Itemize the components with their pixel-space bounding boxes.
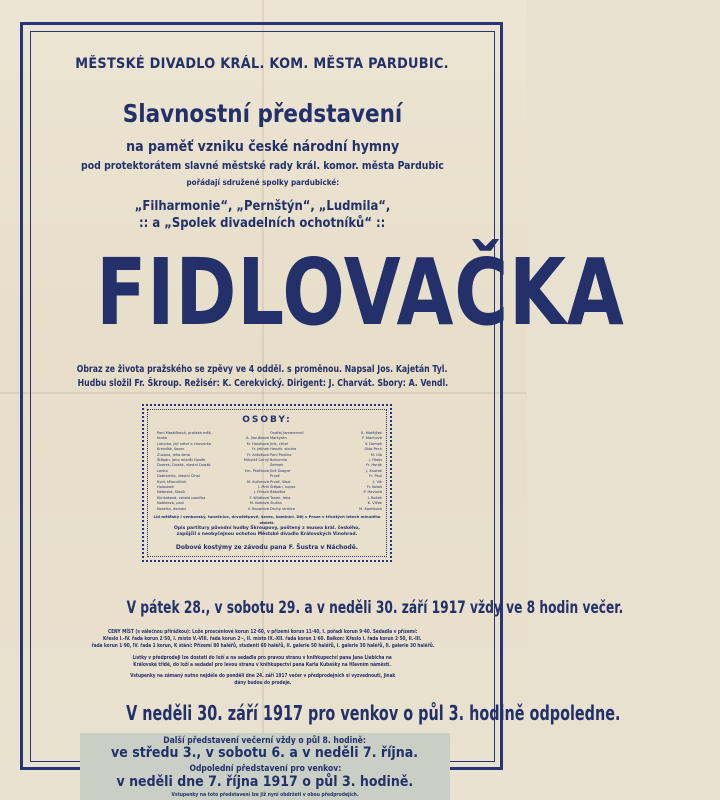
- cast-role: Honzík, slouha: [270, 447, 297, 452]
- tickets-line-2: Královské třídě, do loží a sedadel pro levou stranu v knihkupectví pana Karla Kubešky na Hlavním náměstí.: [133, 662, 392, 668]
- afternoon-performance: V neděli 30. září 1917 pro venkov o půl 3. hodině odpoledne.: [126, 701, 621, 725]
- cast-role: Nobleová, paní: [157, 501, 184, 506]
- cast-role: Šelmek: [270, 463, 284, 468]
- play-description-2: Hudbu složil Fr. Škroup. Režisér: K. Cerekvický. Dirigent: J. Charvát. Sbory: A. Vendl.: [77, 378, 448, 389]
- cast-role: Dobromila, vlastní Číhal: [157, 474, 200, 479]
- cast-role: Markytán: [270, 436, 287, 441]
- cast-role: Služka: [270, 501, 282, 506]
- cast-actor: Fr. Paul: [369, 474, 382, 479]
- cast-role: Zuzana, jeho žena: [157, 452, 190, 457]
- cast-actor: J. Knotek: [366, 468, 382, 473]
- cast-actor: V. Domek: [364, 441, 382, 446]
- prices-line-1: CENY MÍST (s válečnou přirážkou): Lože proscéniové korun 12·60, v přízemí korun 11·40, I. pořadí korun 9·40. Sedadla v přízemí:: [107, 629, 418, 635]
- cast-role: Kronďák, šavec: [157, 447, 185, 452]
- cast-role: Klinkáková, veselá panička: [157, 495, 206, 500]
- cast-role: Štěpán, kupec: [270, 485, 296, 490]
- cast-role: Kozelka, domácí: [157, 506, 187, 511]
- cast-actor: P. Havlová: [363, 490, 382, 495]
- costumes-note: Dobové kostýmy ze závodu pana F. Šustra v Náchodě.: [175, 544, 359, 551]
- strip-line-1: Další představení večerní vždy o půl 8. hodině:: [163, 736, 367, 746]
- cast-actor: M. Holubová: [246, 441, 269, 446]
- cast-actor: J. Vlk: [373, 479, 382, 484]
- cast-actor: Mikuláš Černý: [243, 458, 269, 463]
- play-title: FIDLOVAČKA: [96, 239, 625, 346]
- cast-role: Holoubek: [157, 485, 174, 490]
- cast-role: Prvač, šíbal: [270, 479, 291, 484]
- cast-actor: V. Bavorová: [247, 506, 269, 511]
- cast-actor: F. Machová: [362, 436, 382, 441]
- cast-role: Prvač: [270, 474, 280, 479]
- cast-actor: M. Kučerová: [247, 479, 269, 484]
- cast-role: Bohumila: [270, 458, 287, 463]
- reservations-line-1: Vstupenky na zámaný nutno nejdéle do pondělí dne 24. září 1917 večer v předprodejních si vyzvednouti, jinak: [129, 673, 396, 679]
- cast-role: ťanka: [157, 436, 168, 441]
- reservations-line-2: dány budou do prodeje.: [233, 680, 292, 686]
- cast-role: Lenka: [157, 468, 168, 473]
- cast-role: Kvíd, tělocvičník: [157, 479, 187, 484]
- prices-line-2: Křeslo I.-IV. řada korun 2·50, I. místo V.-VIII. řada korun 2·-, II. místo IX.-XII. řada korun 1·60. Balkon: Křeslo I. řada korun 2·50, II.-III.: [103, 636, 422, 642]
- cast-role: Bábuška: [270, 490, 286, 495]
- cast-actor: Fr. Horák: [366, 463, 382, 468]
- cast-role: Jirík, ctitel: [270, 441, 288, 446]
- strip-line-4: v neděli dne 7. října 1917 o půl 3. hodině.: [116, 774, 414, 790]
- cast-actor: A. Jiroušková: [246, 436, 269, 441]
- cast-actor: Em. Ptačková: [244, 468, 269, 473]
- strip-line-5: Vstupenky na toto představení lze již nyní obdržeti v obou předprodejích.: [171, 792, 359, 798]
- event-subtitle: na paměť vzniku české národní hymny: [125, 139, 400, 155]
- tickets-line-1: Lístky v předprodeji lze dostati do loží a na sedadla pro pravou stranu v knihkupectví pana Jana Liebicha na: [132, 655, 393, 661]
- cast-role: Nebeská, Slavík: [157, 490, 186, 495]
- cast-role: Lidunka, její neteř a chovanka: [157, 441, 212, 446]
- cast-list-right: [270, 431, 382, 512]
- cast-role: Paní Pavlína: [270, 452, 292, 457]
- strip-line-2: ve středu 3., v sobotu 6. a v neděli 7. října.: [111, 745, 419, 761]
- score-note-1: Opis partitury původní hudby Škroupovy, poštený z musea král. českého,: [174, 526, 360, 531]
- cast-extras: Lid měšťský i venkovský, tanečnice, drvoštěpové, šavec, kominíci. Děj v Praze v třicátých letech minulého století.: [153, 514, 381, 525]
- cast-actor: J. Pirkl: [258, 485, 269, 490]
- cast-actor: J. Fritsch: [253, 490, 269, 495]
- cast-actor: M. Korelková: [359, 506, 382, 511]
- cast-actor: Fr. Jelínek: [251, 447, 269, 452]
- patronage-line: pod protektorátem slavné městské rady král. komor. města Pardubic: [81, 159, 444, 172]
- event-title: Slavnostní představení: [122, 99, 403, 128]
- city-theatre-line: MĚSTSKÉ DIVADLO KRÁL. KOM. MĚSTA PARDUBIC.: [75, 56, 450, 72]
- societies-line-2: :: a „Spolek divadelních ochotníků“ ::: [139, 215, 386, 231]
- cast-actor: Fr. Antošová: [247, 452, 269, 457]
- cast-actor: J. Boček: [367, 495, 382, 500]
- cast-actor: Otto Pech: [364, 447, 382, 452]
- prices-line-3: řada korun 1·90, IV. řada 1 korun, K stání: Přízemí 80 haléřů, studenti 60 haléřů, II. galerie 50 haléřů, I. galerie 30 haléřů, II. galerie 30 haléřů.: [91, 643, 434, 649]
- cast-role: Štěpán, jeho mladší člověk: [157, 458, 206, 463]
- cast-actor: M. Ula: [370, 452, 382, 457]
- cast-title: OSOBY:: [242, 415, 292, 425]
- cast-actor: K. Matějček: [361, 431, 382, 435]
- cast-actor: M. Kolková: [249, 501, 269, 506]
- organizers-intro: pořádají sdružené spolky pardubické:: [186, 178, 339, 187]
- cast-entry: [157, 507, 269, 512]
- strip-line-3: Odpolední představení pro venkov:: [189, 764, 341, 774]
- evening-dates: V pátek 28., v sobotu 29. a v neděli 30. září 1917 vždy ve 8 hodin večer.: [126, 598, 624, 618]
- cast-actor: J. Fikejs: [368, 458, 382, 463]
- cast-actor: F. Wildtová: [249, 495, 269, 500]
- societies-line-1: „Filharmonie“, „Pernštýn“, „Ludmila“,: [134, 198, 391, 214]
- cast-role: Dvorek, Dudák, vlastní Dudák: [157, 463, 211, 468]
- cast-role: Jiné Švagre: [270, 468, 291, 473]
- cast-role: Ondřej Jammernoll: [270, 431, 304, 435]
- cast-actor: K. Vlček: [367, 501, 382, 506]
- cast-role: Druhý strážce: [270, 506, 296, 511]
- cast-role: Paní Mastičková, pražská měš-: [157, 431, 212, 435]
- cast-actor: Fr. Kotaš: [366, 485, 382, 490]
- cast-entry: [270, 507, 382, 512]
- cast-role: Tonek, řeka: [270, 495, 291, 500]
- cast-list-left: [157, 431, 269, 512]
- score-note-2: zapůjčil s neobyčejnou ochotou Městské divadlo Královských Vinohrad.: [176, 532, 358, 537]
- play-description-1: Obraz ze života pražského se zpěvy ve 4 odděl. s proměnou. Napsal Jos. Kajetán Tyl.: [77, 364, 448, 375]
